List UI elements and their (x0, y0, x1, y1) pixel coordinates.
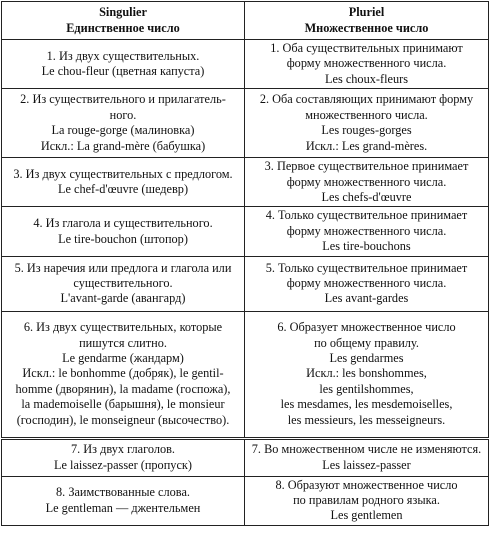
plural-cell (245, 207, 489, 256)
plural-cell (245, 256, 489, 311)
plural-text-line: форму множественного числа. (286, 275, 447, 290)
singular-cell (2, 438, 245, 476)
plural-text-line: множественного числа. (305, 107, 428, 122)
plural-text-line: Les avant-gardes (324, 291, 409, 306)
plural-text-line: Искл.: les bonshommes, (306, 366, 427, 381)
plural-text-line: 5. Только существительное принимает (265, 260, 468, 275)
singular-cell (2, 476, 245, 525)
plural-subtitle: Множественное число (304, 21, 429, 35)
singular-cell (2, 158, 245, 207)
plural-text-line: les gentilshommes, (319, 381, 414, 396)
plural-text-line: Les gendarmes (329, 351, 404, 366)
plural-text-line: форму множественного числа. (286, 174, 447, 189)
plural-text-line: 1. Оба существительных принимают (270, 41, 463, 55)
singular-header (2, 2, 245, 40)
singular-cell (2, 311, 245, 438)
plural-text-line: Les rouges-gorges (321, 123, 412, 138)
plural-text-line: Искл.: Les grand-mères. (305, 138, 428, 153)
plural-text-line: les messieurs, les messeigneurs. (287, 412, 446, 427)
singular-text-line: 2. Из существительного и прилагатель- (20, 92, 226, 107)
singular-text-line: Искл.: le bonhomme (добряк), le gentil- (22, 366, 224, 381)
plural-formation-table (1, 1, 489, 526)
plural-text-line: по правилам родного языка. (293, 493, 440, 508)
singular-text-line: Le laissez-passer (пропуск) (54, 457, 192, 472)
plural-text-line: Les laissez-passer (322, 457, 411, 472)
singular-text-line: 4. Из глагола и существительного. (33, 216, 213, 231)
plural-cell (245, 476, 489, 525)
plural-cell (245, 89, 489, 158)
singular-text-line: Le chou-fleur (цветная капуста) (41, 64, 205, 79)
singular-title: Singulier (99, 5, 147, 19)
plural-text-line: 7. Во множественном числе не изменяются. (251, 442, 482, 457)
singular-text-line: пишутся слитно. (79, 335, 167, 350)
plural-text-line: форму множественного числа. (286, 223, 447, 238)
plural-cell (245, 40, 489, 89)
table-row (2, 438, 489, 476)
singular-cell (2, 40, 245, 89)
singular-text-line: 8. Заимствованные слова. (56, 485, 190, 500)
plural-title: Pluriel (348, 5, 385, 19)
singular-cell (2, 89, 245, 158)
singular-subtitle: Единственное число (66, 21, 180, 35)
singular-text-line: Le tire-bouchon (штопор) (58, 231, 188, 246)
singular-text-line: la mademoiselle (барышня), le monsieur (21, 397, 225, 412)
plural-text-line: les mesdames, les mesdemoiselles, (280, 397, 453, 412)
plural-cell (245, 438, 489, 476)
plural-cell (245, 158, 489, 207)
singular-text-line: Искл.: La grand-mère (бабушка) (40, 138, 206, 153)
table-row (2, 89, 489, 158)
singular-text-line: 5. Из наречия или предлога и глагола или (14, 260, 232, 275)
singular-text-line: Le chef-d'œuvre (шедевр) (57, 182, 189, 197)
singular-text-line: 6. Из двух существительных, которые (23, 320, 223, 335)
plural-text-line: 6. Образует множественное число (277, 320, 456, 335)
plural-text-line: 4. Только существительное принимает (265, 208, 468, 223)
plural-text-line: по общему правилу. (314, 335, 419, 350)
plural-text-line: 8. Образуют множественное число (275, 477, 458, 492)
singular-cell (2, 256, 245, 311)
plural-text-line: Les choux-fleurs (325, 71, 408, 86)
table-header-row (2, 2, 489, 40)
table-row (2, 158, 489, 207)
singular-text-line: Le gentleman — джентельмен (45, 500, 201, 515)
table-row (2, 476, 489, 525)
plural-text-line: 2. Оба составляющих принимают форму (259, 92, 474, 107)
singular-text-line: 1. Из двух существительных. (46, 48, 200, 63)
plural-text-line: форму множественного числа. (286, 56, 447, 71)
plural-text-line: 3. Первое существительное принимает (264, 159, 469, 174)
plural-cell (245, 311, 489, 438)
table-row (2, 207, 489, 256)
singular-text-line: 3. Из двух существительных с предлогом. (13, 166, 233, 181)
singular-text-line: 7. Из двух глаголов. (70, 442, 176, 457)
singular-text-line: Le gendarme (жандарм) (62, 351, 184, 366)
plural-text-line: Les tire-bouchons (322, 239, 411, 254)
plural-header (245, 2, 489, 40)
singular-text-line: homme (дворянин), la madame (госпожа), (15, 381, 231, 396)
singular-text-line: существительного. (73, 275, 173, 290)
singular-cell (2, 207, 245, 256)
table-row (2, 256, 489, 311)
singular-text-line: L'avant-garde (авангард) (60, 291, 186, 306)
table-body (2, 40, 489, 526)
table-row (2, 311, 489, 438)
plural-text-line: Les gentlemen (330, 508, 403, 523)
plural-text-line: Les chefs-d'œuvre (321, 190, 412, 205)
singular-text-line: (господин), le monseigneur (высочество). (16, 412, 230, 427)
singular-text-line: ного. (109, 107, 137, 122)
singular-text-line: La rouge-gorge (малиновка) (51, 123, 195, 138)
table-row (2, 40, 489, 89)
